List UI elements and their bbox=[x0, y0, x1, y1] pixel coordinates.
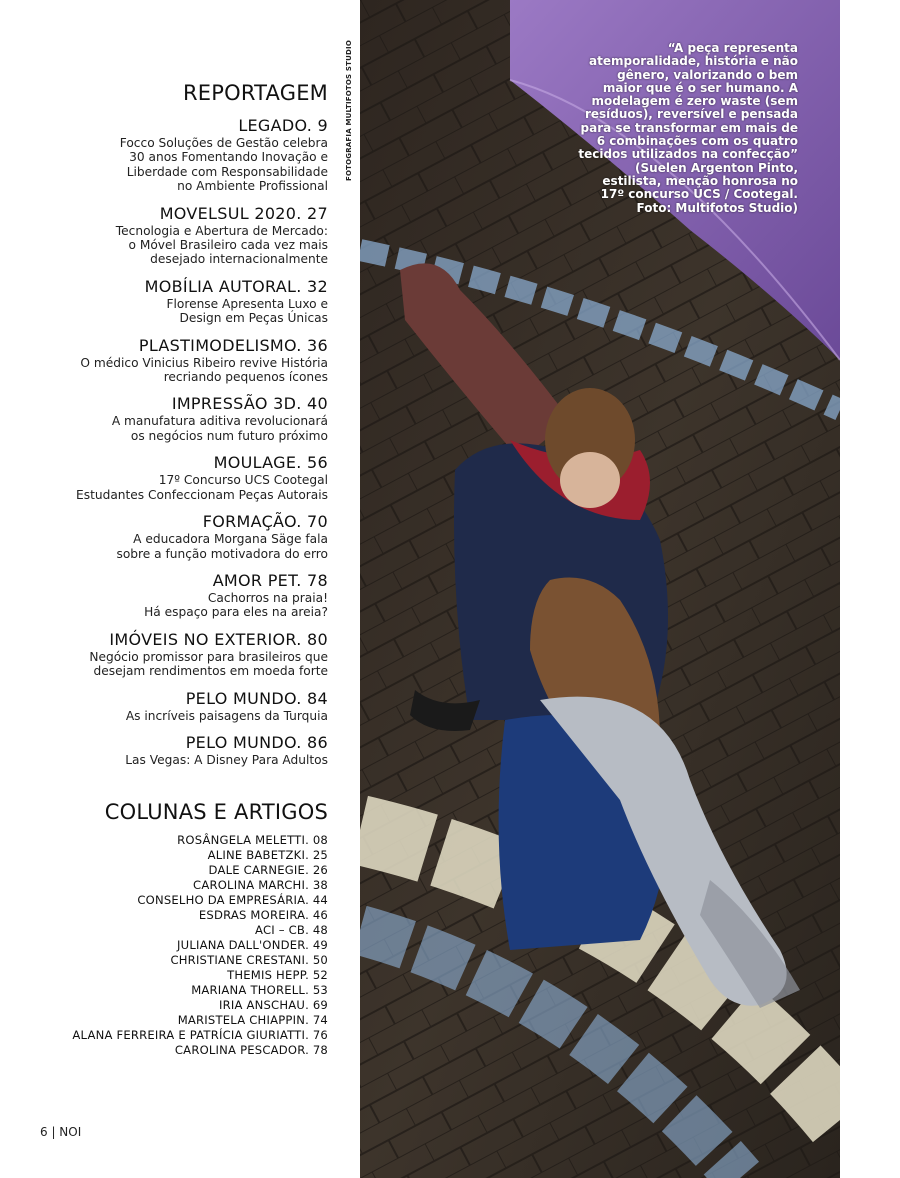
column-item[interactable]: IRIA ANSCHAU. 69 bbox=[218, 998, 328, 1013]
toc-entry-desc-line: no Ambiente Profissional bbox=[177, 179, 328, 194]
column-item[interactable]: CONSELHO DA EMPRESÁRIA. 44 bbox=[137, 893, 328, 908]
toc-entry[interactable] bbox=[40, 336, 328, 385]
toc-entry-desc-line: 30 anos Fomentando Inovação e bbox=[129, 150, 328, 165]
toc-entry-title: MOVELSUL 2020. 27 bbox=[159, 203, 328, 223]
page-folio: 6 | NOI bbox=[40, 1125, 82, 1139]
column-item[interactable]: CHRISTIANE CRESTANI. 50 bbox=[170, 953, 328, 968]
toc-entry-desc-line: Há espaço para eles na areia? bbox=[144, 605, 328, 620]
photo-credit: FOTOGRAFIA MULTIFOTOS STUDIO bbox=[345, 40, 353, 181]
toc-entry-title: MOBÍLIA AUTORAL. 32 bbox=[144, 276, 328, 296]
toc-entry-title: MOULAGE. 56 bbox=[213, 453, 328, 473]
toc-entry-desc-line: Liberdade com Responsabilidade bbox=[126, 164, 328, 179]
toc-entry-desc-line: sobre a função motivadora do erro bbox=[116, 546, 328, 561]
reportagem-heading: REPORTAGEM bbox=[183, 81, 328, 105]
caption-line: 6 combinações com os quatro bbox=[596, 134, 798, 149]
toc-entry-title: IMÓVEIS NO EXTERIOR. 80 bbox=[109, 629, 328, 649]
columns-list bbox=[40, 833, 328, 1058]
toc-entry[interactable] bbox=[40, 116, 328, 194]
caption-line: Foto: Multifotos Studio) bbox=[636, 200, 798, 215]
toc-entry-title: PLASTIMODELISMO. 36 bbox=[138, 335, 328, 355]
column-item[interactable]: MARIANA THORELL. 53 bbox=[191, 983, 328, 998]
toc-entry-desc-line: os negócios num futuro próximo bbox=[130, 428, 328, 443]
toc-entry-desc-line: Focco Soluções de Gestão celebra bbox=[119, 136, 328, 150]
column-item[interactable]: ESDRAS MOREIRA. 46 bbox=[198, 908, 328, 923]
toc-entry[interactable] bbox=[40, 512, 328, 561]
column-item[interactable]: THEMIS HEPP. 52 bbox=[227, 968, 328, 983]
toc-entry-desc-line: desejado internacionalmente bbox=[150, 252, 328, 267]
colunas-heading: COLUNAS E ARTIGOS bbox=[104, 800, 328, 825]
column-item[interactable]: CAROLINA MARCHI. 38 bbox=[193, 878, 328, 893]
caption-line: modelagem é zero waste (sem bbox=[591, 94, 798, 109]
toc-entry-title: LEGADO. 9 bbox=[238, 116, 328, 135]
caption-line: “A peça representa bbox=[667, 41, 798, 55]
column-item[interactable]: DALE CARNEGIE. 26 bbox=[208, 863, 328, 878]
toc-entry-title: AMOR PET. 78 bbox=[212, 570, 328, 590]
toc-entry[interactable] bbox=[40, 571, 328, 620]
toc-entry-desc-line: Florense Apresenta Luxo e bbox=[166, 296, 328, 311]
toc-entry[interactable] bbox=[40, 453, 328, 502]
toc-entry-desc-line: Estudantes Confeccionam Peças Autorais bbox=[76, 487, 328, 502]
toc-entry-desc-line: As incríveis paisagens da Turquia bbox=[125, 708, 328, 723]
toc-entry-desc-line: Tecnologia e Abertura de Mercado: bbox=[115, 223, 328, 238]
toc-entry-desc-line: Design em Peças Únicas bbox=[179, 311, 328, 326]
toc-entry-desc-line: Cachorros na praia! bbox=[207, 590, 328, 605]
column-item[interactable]: ACI – CB. 48 bbox=[255, 923, 328, 938]
toc-entry-title: IMPRESSÃO 3D. 40 bbox=[171, 394, 328, 414]
toc-entry-desc-line: A educadora Morgana Säge fala bbox=[133, 532, 328, 547]
reportagem-entries bbox=[40, 116, 328, 767]
caption-line: estilista, menção honrosa no bbox=[602, 173, 798, 188]
toc-entry-desc-line: A manufatura aditiva revolucionará bbox=[111, 414, 328, 429]
caption-line: (Suelen Argenton Pinto, bbox=[635, 160, 798, 175]
caption-line: 17º concurso UCS / Cootegal. bbox=[600, 187, 798, 202]
caption-line: gênero, valorizando o bem bbox=[617, 67, 798, 82]
table-of-contents bbox=[40, 80, 328, 1058]
caption-line: maior que é o ser humano. A bbox=[602, 80, 798, 95]
toc-entry-desc-line: recriando pequenos ícones bbox=[163, 370, 328, 385]
toc-entry-title: FORMAÇÃO. 70 bbox=[202, 512, 328, 532]
toc-entry-desc-line: Negócio promissor para brasileiros que bbox=[89, 649, 328, 664]
toc-entry[interactable] bbox=[40, 277, 328, 326]
caption-line: resíduos), reversível e pensada bbox=[584, 107, 798, 122]
column-item[interactable]: CAROLINA PESCADOR. 78 bbox=[174, 1043, 328, 1058]
toc-entry[interactable] bbox=[40, 394, 328, 443]
toc-entry-title: PELO MUNDO. 84 bbox=[185, 688, 328, 708]
toc-entry[interactable] bbox=[40, 689, 328, 723]
column-item[interactable]: MARISTELA CHIAPPIN. 74 bbox=[177, 1013, 328, 1028]
toc-entry-desc-line: 17º Concurso UCS Cootegal bbox=[158, 473, 328, 488]
photo-caption bbox=[560, 42, 798, 215]
caption-line: para se transformar em mais de bbox=[580, 120, 798, 135]
toc-entry-desc-line: Las Vegas: A Disney Para Adultos bbox=[125, 752, 328, 767]
column-item[interactable]: JULIANA DALL'ONDER. 49 bbox=[177, 938, 328, 953]
toc-entry-desc-line: desejam rendimentos em moeda forte bbox=[93, 664, 328, 679]
column-item[interactable]: ALANA FERREIRA E PATRÍCIA GIURIATTI. 76 bbox=[72, 1028, 328, 1043]
toc-entry-desc-line: o Móvel Brasileiro cada vez mais bbox=[128, 238, 328, 253]
toc-entry-desc-line: O médico Vinicius Ribeiro revive História bbox=[80, 355, 328, 370]
toc-entry[interactable] bbox=[40, 733, 328, 767]
column-item[interactable]: ROSÂNGELA MELETTI. 08 bbox=[177, 833, 328, 848]
caption-line: atemporalidade, história e não bbox=[589, 54, 798, 69]
toc-entry[interactable] bbox=[40, 630, 328, 679]
caption-line: tecidos utilizados na confecção” bbox=[578, 147, 798, 162]
toc-entry-title: PELO MUNDO. 86 bbox=[185, 732, 328, 752]
column-item[interactable]: ALINE BABETZKI. 25 bbox=[207, 848, 328, 863]
toc-entry[interactable] bbox=[40, 204, 328, 267]
